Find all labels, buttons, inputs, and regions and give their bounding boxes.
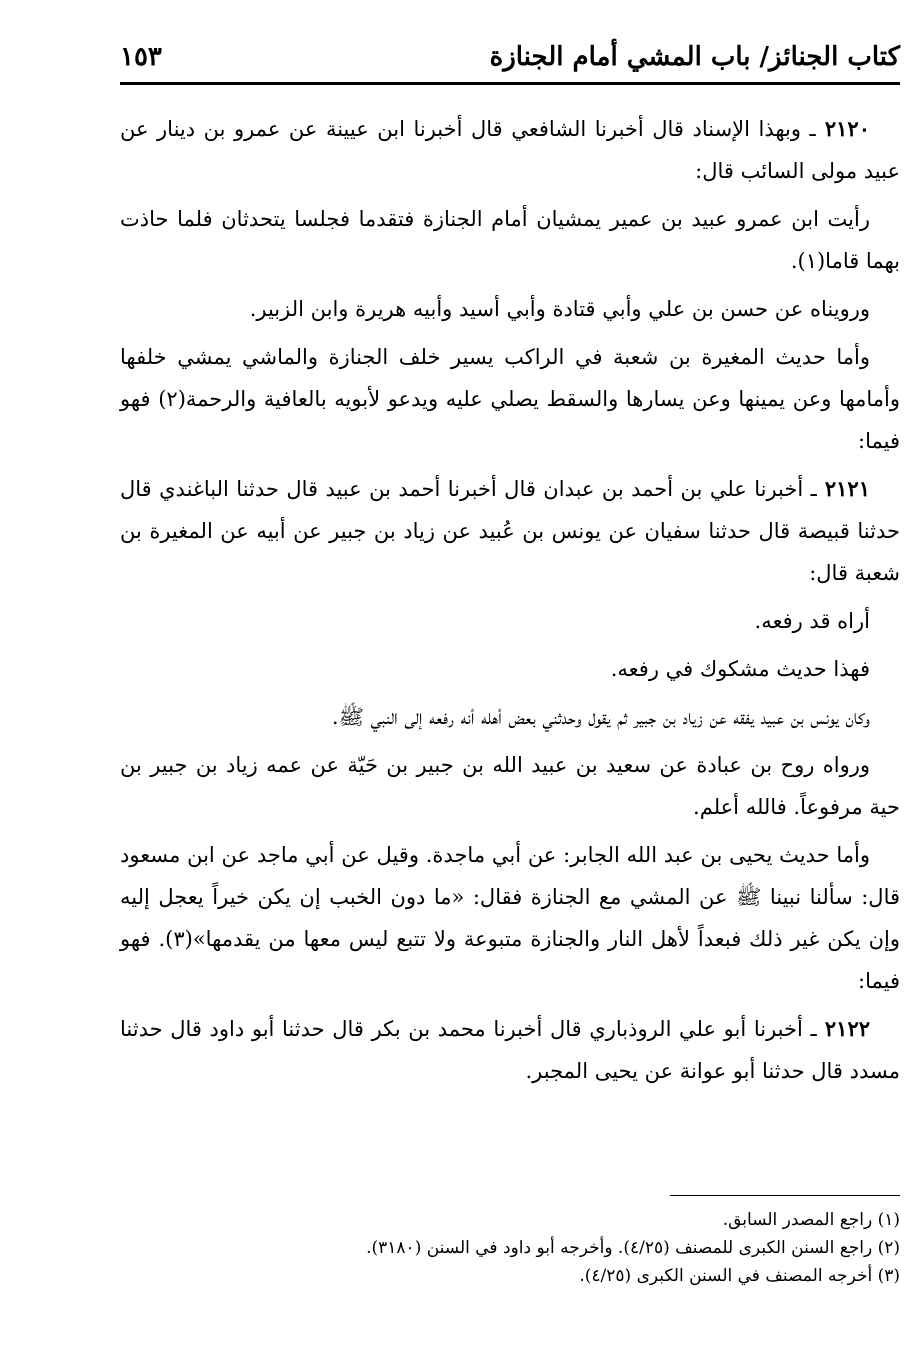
paragraph-text: ورواه روح بن عبادة عن سعيد بن عبيد الله بن جبير بن حَيّة عن عمه زياد بن جبير بن حية مرفوعاً. فالله أعلم. [120, 753, 900, 819]
footnote: (٣) أخرجه المصنف في السنن الكبرى (٤/٢٥). [579, 1266, 900, 1286]
paragraph-text: رأيت ابن عمرو عبيد بن عمير يمشيان أمام الجنازة فتقدما فجلسا يتحدثان فلما حاذت بهما قاما(١). [120, 207, 900, 273]
hadith-paragraph [120, 108, 900, 192]
hadith-number: ٢١٢٠ [815, 116, 870, 141]
text-paragraph [120, 834, 900, 1002]
paragraph-text: وأما حديث يحيى بن عبد الله الجابر: عن أبي ماجدة. وقيل عن أبي ماجد عن ابن مسعود قال: سألنا نبينا ﷺ عن المشي مع الجنازة فقال: «ما دون الخبب إن يكن خيراً يعجل إليه وإن يكن غير ذلك فبعداً لأهل النار والجنازة متبوعة ولا تتبع ليس معها من يقدمها»(٣). فهو فيما: [120, 843, 900, 993]
main-text [120, 108, 900, 1098]
paragraph-text: وكان يونس بن عبيد يفقه عن زياد بن جبير ثم يقول وحدثني بعض أهله أنه رفعه إلى النبي ﷺ. [331, 705, 870, 729]
text-paragraph [120, 336, 900, 462]
paragraph-text: أراه قد رفعه. [754, 609, 870, 633]
text-paragraph [120, 648, 900, 690]
running-title: كتاب الجنائز/ باب المشي أمام الجنازة [489, 42, 900, 72]
hadith-paragraph [120, 1008, 900, 1092]
text-paragraph [120, 288, 900, 330]
header-rule [120, 82, 900, 85]
paragraph-text: ـ أخبرنا أبو علي الروذباري قال أخبرنا محمد بن بكر قال حدثنا أبو داود قال حدثنا مسدد قال حدثنا أبو عوانة عن يحيى المجبر. [120, 1017, 900, 1083]
page-header [120, 36, 900, 80]
paragraph-text: فهذا حديث مشكوك في رفعه. [610, 657, 870, 681]
hadith-number: ٢١٢٢ [816, 1016, 871, 1041]
paragraph-text: ورويناه عن حسن بن علي وأبي قتادة وأبي أسيد وأبيه هريرة وابن الزبير. [249, 297, 870, 321]
text-paragraph [120, 198, 900, 282]
paragraph-text: ـ أخبرنا علي بن أحمد بن عبدان قال أخبرنا أحمد بن عبيد قال حدثنا الباغندي قال حدثنا قبيصة قال حدثنا سفيان عن يونس بن عُبيد عن زياد بن جبير عن أبيه عن المغيرة بن شعبة قال: [120, 477, 900, 585]
text-paragraph [120, 744, 900, 828]
footnote: (١) راجع المصدر السابق. [722, 1210, 900, 1230]
text-paragraph [120, 696, 900, 738]
hadith-paragraph [120, 468, 900, 594]
footnote: (٢) راجع السنن الكبرى للمصنف (٤/٢٥). وأخرجه أبو داود في السنن (٣١٨٠). [366, 1238, 900, 1258]
paragraph-text: وأما حديث المغيرة بن شعبة في الراكب يسير خلف الجنازة والماشي يمشي خلفها وأمامها وعن يمينها وعن يسارها والسقط يصلي عليه ويدعو لأبويه بالعافية والرحمة(٢) فهو فيما: [120, 345, 901, 453]
document-page [120, 0, 900, 1361]
paragraph-text: ـ وبهذا الإسناد قال أخبرنا الشافعي قال أخبرنا ابن عيينة عن عمرو بن دينار عن عبيد مولى السائب قال: [120, 117, 900, 183]
hadith-number: ٢١٢١ [816, 476, 870, 501]
page-number: ١٥٣ [120, 42, 162, 72]
footnotes [120, 1206, 900, 1290]
footnote-rule [670, 1195, 900, 1196]
text-paragraph [120, 600, 900, 642]
